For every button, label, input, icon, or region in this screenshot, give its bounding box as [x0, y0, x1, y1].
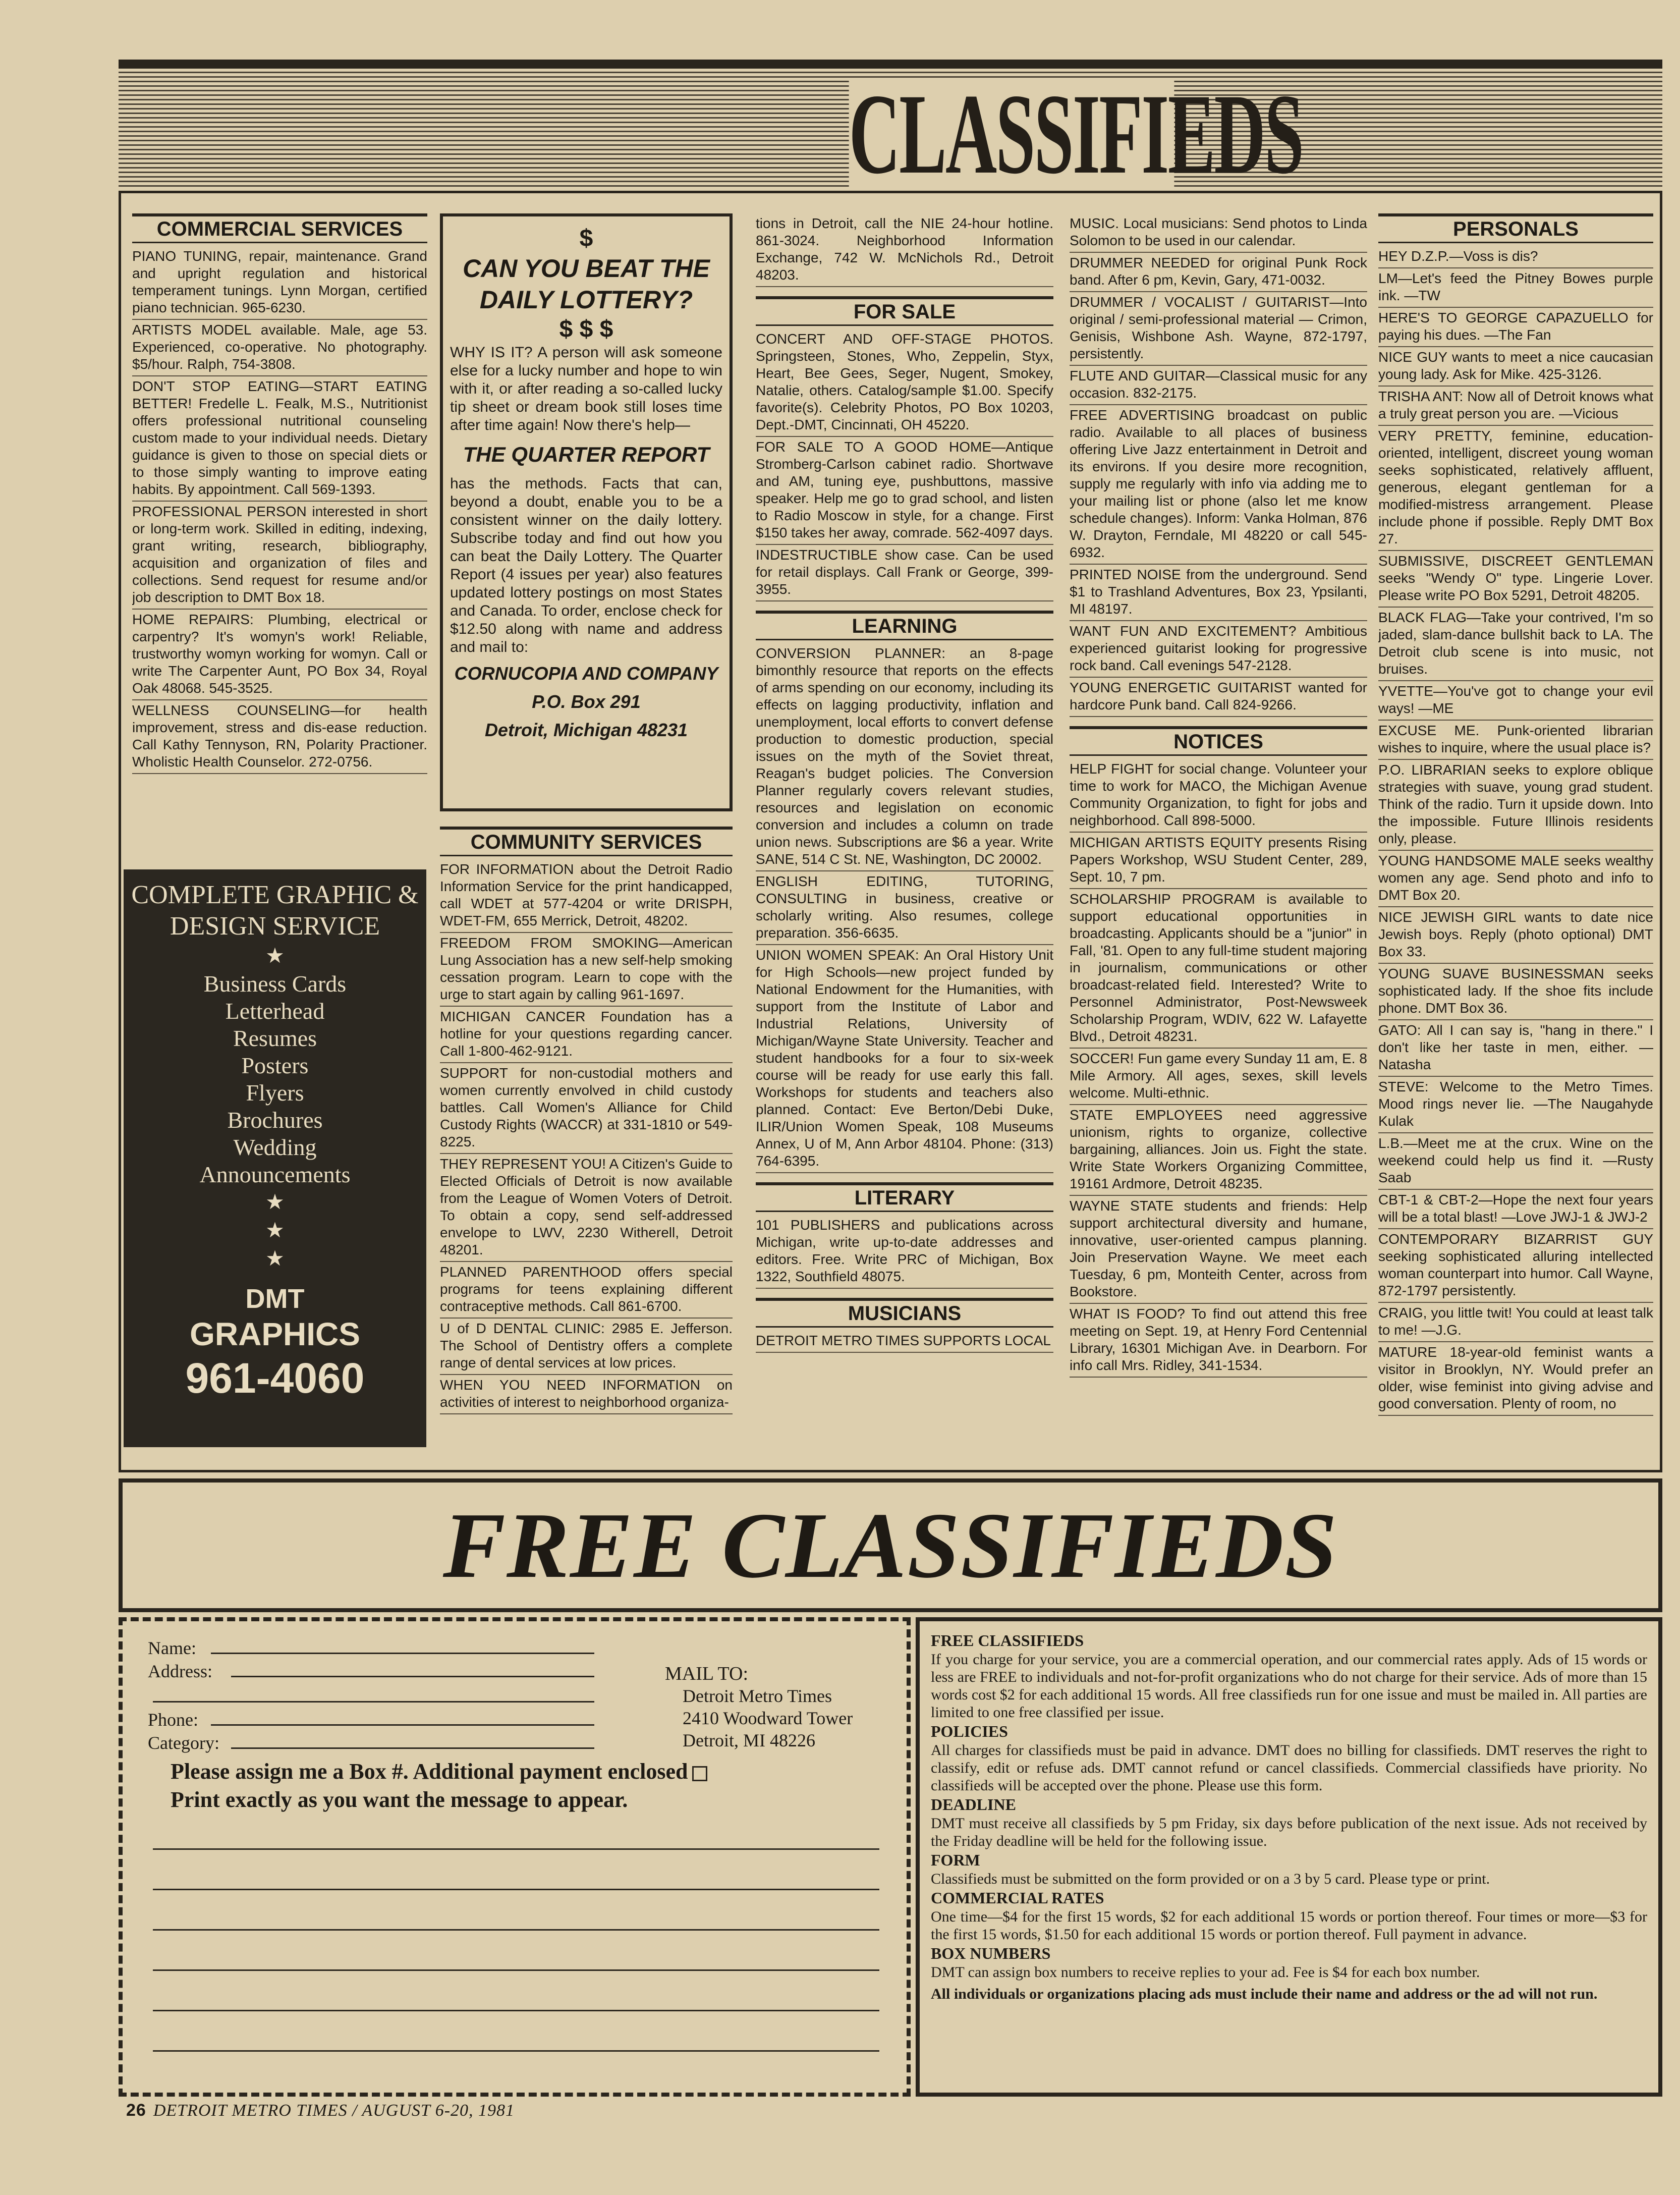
policies-box: [916, 1617, 1662, 2097]
classified-ad: NICE JEWISH GIRL wants to date nice Jewish boys. Reply (photo optional) DMT Box 33.: [1378, 907, 1653, 964]
classified-ad: HERE'S TO GEORGE CAPAZUELLO for paying his dues. —The Fan: [1378, 308, 1653, 347]
section-heading-forsale: FOR SALE: [756, 296, 1053, 326]
graphics-ad-brand-2: GRAPHICS: [190, 1316, 360, 1352]
lottery-body-2: has the methods. Facts that can, beyond a doubt, enable you to be a consistent winner on the daily lottery. Subscribe today and find out how you can beat the Daily Lottery. The Quarter Report (4 issues per year) also features updated lottery postings on most States and Canada. To order, enclose check for $12.50 along with name and address and mail to:: [450, 475, 722, 655]
mail-address-line: 2410 Woodward Tower: [683, 1708, 853, 1728]
address-field-2[interactable]: [153, 1701, 594, 1703]
classified-ad: WANT FUN AND EXCITEMENT? Ambitious experienced guitarist looking for progressive rock band. Call evenings 547-2128.: [1070, 621, 1367, 678]
classified-ad: FREEDOM FROM SMOKING—American Lung Association has a new self-help smoking cessation program. Learn to cope with the urge to start again by calling 961-1697.: [440, 933, 733, 1007]
classified-ad: CONTEMPORARY BIZARRIST GUY seeking sophisticated alluring intellected woman counterpart into humor. Call Wayne, 872-1797 persistently.: [1378, 1229, 1653, 1303]
address-field[interactable]: [231, 1676, 594, 1677]
lottery-ad: [440, 213, 733, 811]
section-heading-musicians: MUSICIANS: [756, 1298, 1053, 1328]
page-footer: [126, 2099, 515, 2122]
star-icon: ★: [265, 945, 285, 968]
graphics-ad-items: [124, 970, 426, 1188]
classified-ad: WHAT IS FOOD? To find out attend this free meeting on Sept. 19, at Henry Ford Centennial Library, 16301 Michigan Ave. in Dearborn. For info call Mrs. Ridley, 341-1534.: [1070, 1304, 1367, 1378]
policy-text: DMT must receive all classifieds by 5 pm Friday, six days before publication of the next issue. Ads not received by the Friday deadline will be held for the following issue.: [931, 1815, 1647, 1849]
classified-ad: CONVERSION PLANNER: an 8-page bimonthly resource that reports on the effects of arms spending on our economy, including its effects on lagging productivity, inflation and unemployment, local efforts to convert defense production to domestic production, special issues on the myth of the Soviet threat, Reagan's budget policies. The Conversion Planner regularly covers relevant studies, resources and legislation on economic conversion and includes a column on trade union news. Subscriptions are $6 a year. Write SANE, 514 C St. NE, Washington, DC 20002.: [756, 643, 1053, 871]
section-heading-learning: LEARNING: [756, 611, 1053, 640]
classified-ad: TRISHA ANT: Now all of Detroit knows what a truly great person you are. —Vicious: [1378, 387, 1653, 426]
classified-ad: ARTISTS MODEL available. Male, age 53. Experienced, co-operative. No photography. $5/hour. Ralph, 754-3808.: [132, 320, 427, 376]
classified-ad: SCHOLARSHIP PROGRAM is available to support educational opportunities in broadcasting. Applicants should be a "junior" in Fall, '81. Open to any full-time student majoring in journalism, communications or other broadcast-related field. Interested? Write to Personnel Administrator, Post-Newsweek Scholarship Program, WDIV, 622 W. Lafayette Blvd., Detroit 48231.: [1070, 889, 1367, 1049]
classified-ad: SUBMISSIVE, DISCREET GENTLEMAN seeks "Wendy O" type. Lingerie Lover. Please write PO Box 5291, Detroit 48205.: [1378, 551, 1653, 608]
classified-ad: MICHIGAN ARTISTS EQUITY presents Rising Papers Workshop, WSU Student Center, 289, Sept. 10, 7 pm.: [1070, 833, 1367, 889]
classified-ad: CONCERT AND OFF-STAGE PHOTOS. Springsteen, Stones, Who, Zeppelin, Styx, Heart, Bee Gees, Seger, Nugent, Smokey, Natalie, others. Catalog/sample $1.00. Specify favorite(s). Celebrity Photos, PO Box 10203, Dept.-DMT, Cincinnati, OH 45220.: [756, 329, 1053, 437]
classified-ad: EXCUSE ME. Punk-oriented librarian wishes to inquire, where the usual place is?: [1378, 721, 1653, 760]
classified-ad: GATO: All I can say is, "hang in there." I don't like her taste in men, either. —Natasha: [1378, 1020, 1653, 1077]
name-label: Name:: [148, 1638, 196, 1658]
message-line[interactable]: [153, 1889, 879, 1890]
classified-ad: VERY PRETTY, feminine, education-oriented, intelligent, discreet young woman seeks sophisticated, relatively affluent, generous, elegant gentleman for a modified-mistress arrangement. Please include phone if possible. Reply DMT Box 27.: [1378, 426, 1653, 551]
policy-text: All charges for classifieds must be paid in advance. DMT does no billing for classifieds. DMT reserves the right to classify, edit or refuse ads. DMT cannot refund or cancel classifieds. Commercial classifieds have priority. No classifieds will be accepted over the phone. Please use this form.: [931, 1742, 1647, 1794]
graphics-ad-item: Brochures: [227, 1107, 323, 1133]
message-line[interactable]: [153, 2010, 879, 2011]
policy-final-note: All individuals or organizations placing ads must include their name and address or the ad will not run.: [931, 1986, 1598, 2002]
classified-form: [119, 1617, 911, 2097]
star-icon: ★: [265, 1219, 285, 1242]
ad-list: [756, 1215, 1053, 1289]
classified-ad: MUSIC. Local musicians: Send photos to Linda Solomon to be used in our calendar.: [1070, 213, 1367, 253]
graphics-ad-brand: DMT: [245, 1284, 305, 1314]
classified-ad: YOUNG HANDSOME MALE seeks wealthy women any age. Send photo and info to DMT Box 20.: [1378, 851, 1653, 907]
box-request-line: [171, 1758, 887, 1786]
classified-ad: DETROIT METRO TIMES SUPPORTS LOCAL: [756, 1331, 1053, 1353]
box-request-text: Please assign me a Box #. Additional payment enclosed: [171, 1759, 688, 1784]
dollar-signs: $ $ $: [559, 316, 613, 343]
classified-ad: YVETTE—You've got to change your evil ways! —ME: [1378, 681, 1653, 721]
category-label: Category:: [148, 1733, 219, 1753]
classified-ad: FREE ADVERTISING broadcast on public radio. Available to all places of business offering Live Jazz entertainment in Detroit and its environs. If you desire more recognition, supply me regularly with info via adding me to your mailing list or phone (also let me know schedule changes). Inform: Vanka Holman, 876 W. Drayton, Ferndale, MI 48220 or call 545-6932.: [1070, 405, 1367, 565]
classified-ad: DRUMMER / VOCALIST / GUITARIST—Into original / semi-professional material — Crimon, Genisis, Wishbone Ash. Wayne, 872-1797, persistently.: [1070, 292, 1367, 366]
classified-ad: SUPPORT for non-custodial mothers and women currently envolved in child custody battles. Call Women's Alliance for Child Custody Rights (WACCR) at 331-1810 or 549-8225.: [440, 1063, 733, 1154]
box-request: [171, 1758, 887, 1814]
classified-ad: L.B.—Meet me at the crux. Wine on the weekend could help us find it. —Rusty Saab: [1378, 1133, 1653, 1190]
policy-text: One time—$4 for the first 15 words, $2 for each additional 15 words or portion thereof. Four times or more—$3 for the first 15 words, $1.50 for each additional 15 words or portion thereof. Full payment in advance.: [931, 1908, 1647, 1943]
classified-ad: HOME REPAIRS: Plumbing, electrical or carpentry? It's womyn's work! Reliable, trustworthy womyn working for womyn. Call or write The Carpenter Aunt, PO Box 34, Royal Oak 48068. 545-3525.: [132, 610, 427, 700]
lottery-city: Detroit, Michigan 48231: [484, 720, 688, 740]
ad-list: [1070, 759, 1367, 1378]
ad-list: [756, 643, 1053, 1173]
classified-ad: SOCCER! Fun game every Sunday 11 am, E. 8 Mile Armory. All ages, sexes, skill levels welcome. Multi-ethnic.: [1070, 1049, 1367, 1105]
mail-to-block: [665, 1663, 892, 1751]
lottery-pobox: P.O. Box 291: [532, 691, 641, 712]
classified-ad: 101 PUBLISHERS and publications across Michigan, write up-to-date addresses and editors. Free. Write PRC of Michigan, Box 1322, Southfield 48075.: [756, 1215, 1053, 1289]
policy-heading: BOX NUMBERS: [931, 1944, 1051, 1962]
graphics-ad-heading: COMPLETE GRAPHIC & DESIGN SERVICE: [131, 881, 419, 941]
message-line[interactable]: [153, 2050, 879, 2052]
classified-ad: MICHIGAN CANCER Foundation has a hotline for your questions regarding cancer. Call 1-800-462-9121.: [440, 1007, 733, 1063]
policy-heading: DEADLINE: [931, 1795, 1016, 1814]
classified-ad: P.O. LIBRARIAN seeks to explore oblique strategies with suave, young grad student. Think of the radio. Turn it upside down. Into the impossible. Future Illinois residents only, please.: [1378, 760, 1653, 851]
free-classifieds-title: FREE CLASSIFIEDS: [442, 1493, 1338, 1598]
classified-ad: YOUNG ENERGETIC GUITARIST wanted for hardcore Punk band. Call 824-9266.: [1070, 678, 1367, 717]
footer-publication: DETROIT METRO TIMES / AUGUST 6-20, 1981: [153, 2101, 515, 2120]
mail-address-line: Detroit Metro Times: [683, 1686, 832, 1706]
graphics-ad: [124, 869, 426, 1447]
classified-ad: STEVE: Welcome to the Metro Times. Mood rings never lie. —The Naugahyde Kulak: [1378, 1077, 1653, 1133]
mail-to-label: MAIL TO:: [665, 1663, 749, 1684]
classified-ad: WAYNE STATE students and friends: Help support architectural diversity and humane, innovative, user-oriented campus planning. Join Preservation Wayne. We meet each Tuesday, 6 pm, Monteith Center, across from Bookstore.: [1070, 1196, 1367, 1304]
message-line[interactable]: [153, 1969, 879, 1971]
box-checkbox[interactable]: [692, 1766, 707, 1781]
ad-list: [1070, 213, 1367, 717]
ad-continued: tions in Detroit, call the NIE 24-hour hotline. 861-3024. Neighborhood Information Exchange, 742 W. McNichols Rd., Detroit 48203.: [756, 213, 1053, 287]
policy-heading: FREE CLASSIFIEDS: [931, 1631, 1084, 1650]
classified-ad: INDESTRUCTIBLE show case. Can be used for retail displays. Call Frank or George, 399-3955.: [756, 545, 1053, 601]
graphics-ad-item: Posters: [241, 1053, 309, 1078]
ad-list: [440, 859, 733, 1414]
category-field[interactable]: [231, 1747, 594, 1749]
classified-ad: FLUTE AND GUITAR—Classical music for any occasion. 832-2175.: [1070, 366, 1367, 405]
classified-ad: NICE GUY wants to meet a nice caucasian young lady. Ask for Mike. 425-3126.: [1378, 347, 1653, 387]
mail-address-line: Detroit, MI 48226: [683, 1730, 815, 1750]
classified-ad: ENGLISH EDITING, TUTORING, CONSULTING in business, creative or scholarly writing. Also resumes, college preparation. 356-6635.: [756, 871, 1053, 945]
graphics-ad-phone: 961-4060: [185, 1354, 365, 1402]
graphics-ad-item: Wedding: [233, 1134, 317, 1160]
column-community: [440, 827, 733, 1414]
policy-text: DMT can assign box numbers to receive replies to your ad. Fee is $4 for each box number.: [931, 1964, 1480, 1981]
graphics-ad-item: Flyers: [246, 1080, 304, 1106]
classified-ad: FOR SALE TO A GOOD HOME—Antique Stromberg-Carlson cabinet radio. Shortwave and AM, tuning eye, pushbuttons, massive speaker. Help me go to grad school, and listen to Radio Moscow in style, for a change. First $150 takes her away, comrade. 562-4097 days.: [756, 437, 1053, 545]
classified-ad: CRAIG, you little twit! You could at least talk to me! —J.G.: [1378, 1303, 1653, 1342]
policy-sections: [931, 1630, 1647, 1981]
star-icon: ★: [265, 1247, 285, 1271]
classified-ad: MATURE 18-year-old feminist wants a visitor in Brooklyn, NY. Would prefer an older, wise feminist into giving advise and good conversation. Plenty of room, no: [1378, 1342, 1653, 1416]
ad-list: [1378, 246, 1653, 1416]
classified-ad: DRUMMER NEEDED for original Punk Rock band. After 6 pm, Kevin, Gary, 471-0032.: [1070, 253, 1367, 292]
masthead: [119, 60, 1662, 198]
column-4: [1070, 213, 1367, 1378]
ad-list: [756, 329, 1053, 601]
page-title: CLASSIFIEDS: [849, 71, 1303, 198]
page-number: 26: [126, 2101, 146, 2120]
classified-ad: WHEN YOU NEED INFORMATION on activities of interest to neighborhood organiza-: [440, 1375, 733, 1414]
graphics-ad-item: Business Cards: [203, 971, 347, 997]
name-field[interactable]: [211, 1653, 594, 1654]
classified-ad: PIANO TUNING, repair, maintenance. Grand and upright regulation and historical temperament tunings. Lynn Morgan, certified piano technician. 965-6230.: [132, 246, 427, 320]
column-3: [756, 213, 1053, 1353]
classified-ad: WELLNESS COUNSELING—for health improvement, stress and dis-ease reduction. Call Kathy Tennyson, RN, Polarity Practioner. Wholistic Health Counselor. 272-0756.: [132, 700, 427, 774]
section-heading-commercial: COMMERCIAL SERVICES: [132, 213, 427, 243]
graphics-ad-item: Announcements: [199, 1162, 351, 1187]
star-icon: ★: [265, 1191, 285, 1214]
classified-ad: THEY REPRESENT YOU! A Citizen's Guide to Elected Officials of Detroit is now available from the League of Women Voters of Detroit. To obtain a copy, send self-addressed envelope to LWV, 2230 Witherell, Detroit 48201.: [440, 1154, 733, 1262]
column-commercial: [132, 213, 427, 774]
policy-heading: FORM: [931, 1851, 980, 1869]
lottery-subhead: THE QUARTER REPORT: [463, 443, 710, 466]
print-instruction: Print exactly as you want the message to appear.: [171, 1787, 628, 1812]
message-line[interactable]: [153, 1848, 879, 1850]
graphics-ad-item: Letterhead: [225, 998, 325, 1024]
classified-ad: CBT-1 & CBT-2—Hope the next four years will be a total blast! —Love JWJ-1 & JWJ-2: [1378, 1190, 1653, 1229]
section-heading-personals: PERSONALS: [1378, 213, 1653, 243]
listings-area: [119, 191, 1662, 1472]
address-label: Address:: [148, 1661, 212, 1681]
lottery-company: CORNUCOPIA AND COMPANY: [454, 663, 718, 684]
classified-ad: UNION WOMEN SPEAK: An Oral History Unit for High Schools—new project funded by National Endowment for the Humanities, with support from the Institute of Labor and Industrial Relations, University of Michigan/Wayne State University. Teacher and student handbooks for a four to six-week course will be ready for use early this fall. Workshops for students and teachers also planned. Contact: Eve Berton/Debi Duke, ILIR/Union Women Speak, 108 Museums Annex, U of M, Ann Arbor 48104. Phone: (313) 764-6395.: [756, 945, 1053, 1173]
classified-ad: HELP FIGHT for social change. Volunteer your time to work for MACO, the Michigan Avenue Community Organization, to fight for jobs and neighborhood. Call 898-5000.: [1070, 759, 1367, 833]
policy-heading: POLICIES: [931, 1722, 1008, 1740]
classified-ad: BLACK FLAG—Take your contrived, I'm so jaded, slam-dance bullshit back to LA. The Detroit club scene is into music, not bruises.: [1378, 608, 1653, 681]
policy-text: Classifieds must be submitted on the form provided or on a 3 by 5 card. Please type or print.: [931, 1871, 1490, 1887]
classified-ad: FOR INFORMATION about the Detroit Radio Information Service for the print handicapped, call WDET at 577-4204 or write DRISPH, WDET-FM, 655 Merrick, Detroit, 48202.: [440, 859, 733, 933]
lottery-body: WHY IS IT? A person will ask someone else for a lucky number and hope to win with it, or after reading a so-called lucky tip sheet or dream book still loses time after time again! Now there's help—: [450, 344, 722, 433]
classified-ad: YOUNG SUAVE BUSINESSMAN seeks sophisticated lady. If the shoe fits include phone. DMT Box 36.: [1378, 964, 1653, 1020]
section-heading-notices: NOTICES: [1070, 726, 1367, 756]
phone-field[interactable]: [211, 1724, 594, 1726]
column-personals: [1378, 213, 1653, 1416]
ad-list: [756, 1331, 1053, 1353]
policy-heading: COMMERCIAL RATES: [931, 1889, 1104, 1907]
classified-ad: U of D DENTAL CLINIC: 2985 E. Jefferson. The School of Dentistry offers a complete range of dental services at low prices.: [440, 1319, 733, 1375]
classified-ad: PRINTED NOISE from the underground. Send $1 to Trashland Adventures, Box 23, Ypsilanti, MI 48197.: [1070, 565, 1367, 621]
lottery-headline: CAN YOU BEAT THE DAILY LOTTERY?: [463, 254, 710, 314]
ad-list: [132, 246, 427, 774]
dollar-sign: $: [579, 225, 593, 252]
policy-text: If you charge for your service, you are a commercial operation, and our commercial rates apply. Ads of 15 words or less are FREE to individuals and not-for-profit organizations who do not charge for their service. Ads of more than 15 words cost $2 for each additional 15 words. All free classifieds run for one issue and must be mailed in. All parties are limited to one free classified per issue.: [931, 1651, 1647, 1721]
section-heading-literary: LITERARY: [756, 1182, 1053, 1212]
graphics-ad-item: Resumes: [233, 1025, 317, 1051]
classified-ad: LM—Let's feed the Pitney Bowes purple ink. —TW: [1378, 268, 1653, 308]
classified-ad: PROFESSIONAL PERSON interested in short or long-term work. Skilled in editing, indexing, grant writing, research, bibliography, acquisition and organization of files and collections. Send request for resume and/or job description to DMT Box 18.: [132, 502, 427, 610]
classified-ad: HEY D.Z.P.—Voss is dis?: [1378, 246, 1653, 268]
section-heading-community: COMMUNITY SERVICES: [440, 827, 733, 856]
classified-ad: STATE EMPLOYEES need aggressive unionism, rights to organize, collective bargaining, alliances. Join us. Fight the state. Write State Workers Organizing Committee, 19161 Ardmore, Detroit 48235.: [1070, 1105, 1367, 1196]
phone-label: Phone:: [148, 1710, 199, 1730]
classified-ad: DON'T STOP EATING—START EATING BETTER! Fredelle L. Fealk, M.S., Nutritionist offers professional nutritional counseling custom made to your individual needs. Dietary guidance is given to those on special diets or to those simply wanting to improve eating habits. By appointment. Call 569-1393.: [132, 376, 427, 502]
classified-ad: PLANNED PARENTHOOD offers special programs for teens explaining different contraceptive methods. Call 861-6700.: [440, 1262, 733, 1319]
message-line[interactable]: [153, 1929, 879, 1931]
free-classifieds-banner: [119, 1478, 1662, 1612]
